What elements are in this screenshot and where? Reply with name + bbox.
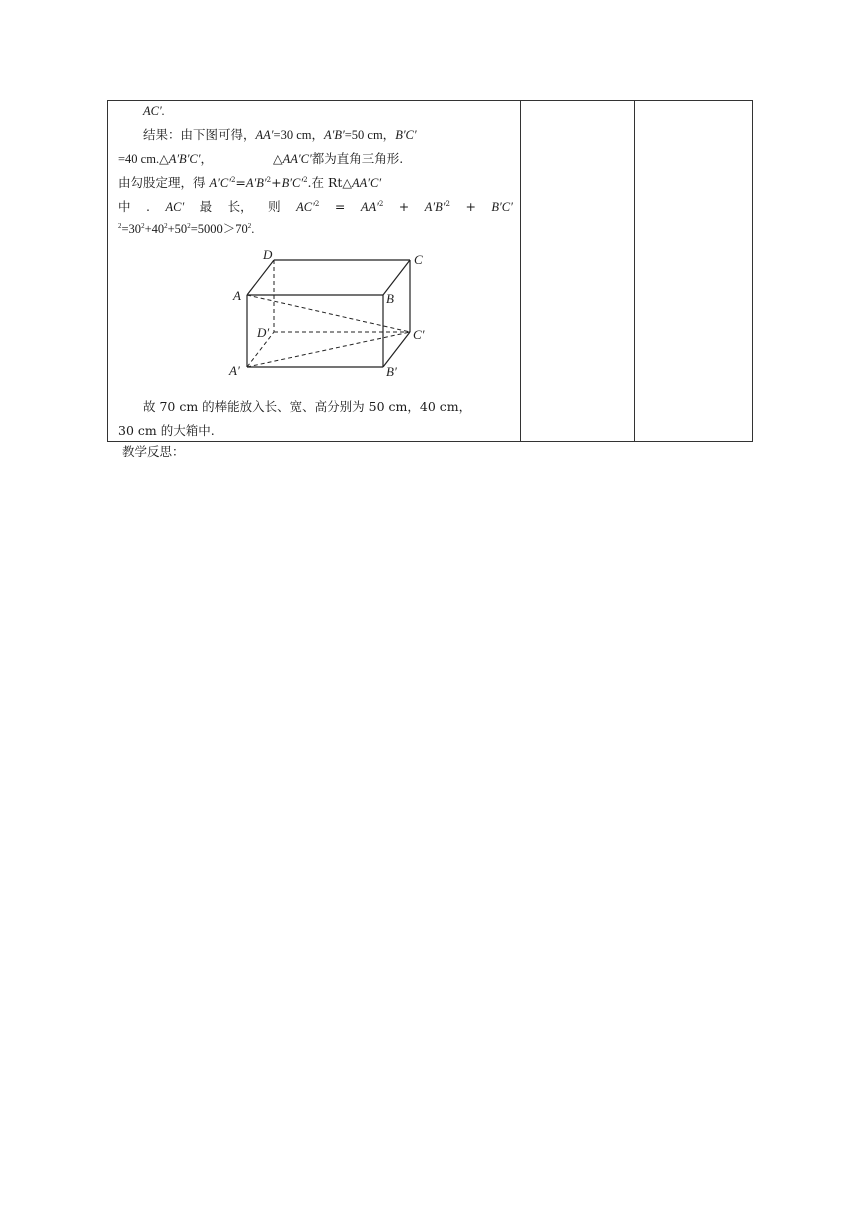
label-c1: C′ (413, 327, 425, 342)
value-bc: =40 cm.△ (118, 152, 169, 166)
triangle-2: AA′C′ (282, 152, 312, 166)
text-line-3 (118, 151, 513, 167)
comma: ， (200, 151, 214, 166)
student-activity-cell (521, 101, 635, 442)
word-zui: 最 (199, 199, 213, 214)
segment-a1b1: A′B′ (245, 176, 267, 190)
text-line-6 (118, 221, 513, 237)
superscript: 2 (118, 222, 122, 230)
segment-a1c1: A′C′ (209, 176, 231, 190)
rt-text: .在 Rt△ (307, 175, 353, 190)
value-aa: =30 cm， (273, 128, 324, 142)
segment-ac2: AC′ (296, 200, 315, 214)
cuboid-diagram (227, 247, 427, 381)
word-zhong: 中 (118, 199, 131, 214)
triangle-3: AA′C′ (352, 176, 382, 190)
text-line-8: 30 cm 的大箱中. (118, 423, 215, 438)
segment-b1c1: B′C′ (281, 176, 304, 190)
sum-term-1: =30 (121, 222, 142, 236)
superscript: 2 (141, 222, 145, 230)
value-ab: =50 cm， (344, 128, 396, 142)
segment-bc: B′C′ (395, 128, 417, 142)
text-line-4 (118, 175, 513, 191)
text-line-5 (118, 199, 513, 215)
superscript: 2 (378, 200, 384, 208)
equals-2: = (334, 199, 346, 214)
pythagoras-text: 由勾股定理，得 (118, 175, 206, 190)
superscript: 2 (187, 222, 191, 230)
lesson-table (107, 100, 753, 442)
superscript: 2 (266, 176, 272, 184)
triangle-1: A′B′C′ (168, 152, 201, 166)
text-line-7: 故 70 cm 的棒能放入长、宽、高分别为 50 cm，40 cm， (143, 399, 472, 414)
sum-term-3: +50 (167, 222, 188, 236)
superscript: 2 (314, 200, 320, 208)
dot: . (146, 199, 150, 214)
diagonal-a1c1 (247, 332, 410, 367)
sum-result: =5000＞70 (190, 222, 248, 236)
word-ze: 则 (268, 199, 281, 214)
period: . (251, 222, 255, 236)
segment-ac: AC′. (143, 104, 165, 118)
label-b1: B′ (386, 364, 397, 379)
plus: + (271, 175, 282, 190)
superscript: 2 (230, 176, 236, 184)
cuboid-figure (227, 247, 427, 381)
segment-bc2: B′C′ (491, 200, 513, 214)
triangle-symbol: △ (273, 151, 283, 166)
text-line-1 (118, 103, 513, 119)
segment-aa: AA′ (255, 128, 274, 142)
word-chang: 长， (227, 199, 253, 214)
label-d1: D′ (257, 325, 270, 340)
label-b: B (386, 291, 394, 306)
edge-ad (247, 260, 274, 295)
right-triangle-text: 都为直角三角形. (311, 151, 404, 166)
superscript: 2 (303, 176, 308, 184)
equals: = (235, 175, 246, 190)
plus-3: + (465, 199, 476, 214)
text-line-2 (118, 127, 513, 143)
teaching-reflection-label: 教学反思： (122, 444, 185, 459)
label-a1: A′ (229, 363, 240, 378)
edge-bc (383, 260, 410, 295)
result-prefix: 结果：由下图可得， (143, 127, 256, 142)
segment-aa2: AA′ (360, 200, 379, 214)
superscript: 2 (445, 200, 450, 208)
label-a: A (233, 288, 241, 303)
segment-ab: A′B′ (323, 128, 345, 142)
segment-ac1: AC′ (165, 200, 185, 214)
label-c: C (414, 252, 423, 267)
superscript: 2 (164, 222, 168, 230)
label-d: D (263, 247, 273, 262)
design-intent-cell (635, 101, 753, 442)
superscript: 2 (247, 222, 252, 230)
sum-term-2: +40 (144, 222, 165, 236)
plus-2: + (398, 199, 410, 214)
content-cell (108, 101, 521, 442)
segment-ab2: A′B′ (424, 200, 446, 214)
